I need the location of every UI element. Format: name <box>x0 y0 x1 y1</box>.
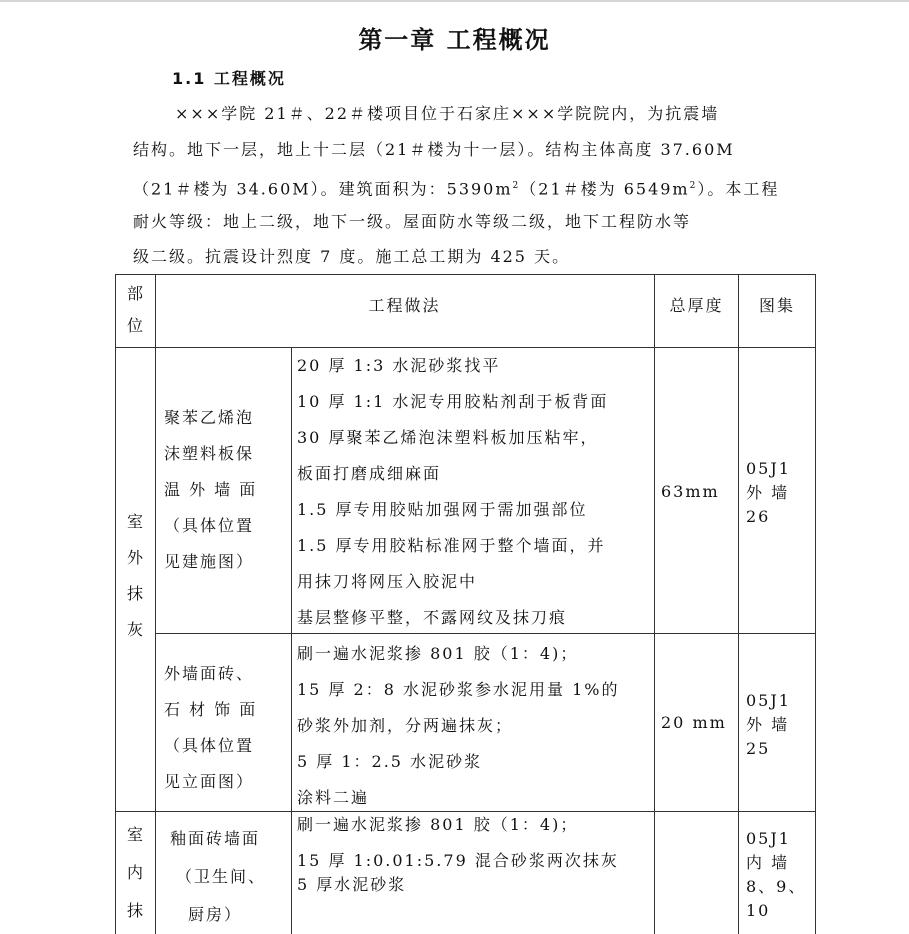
atlas-line: 05J1 <box>746 459 791 478</box>
table-border <box>115 274 816 275</box>
step-line: 15 厚 1:0.01:5.79 混合砂浆两次抹灰 <box>297 851 619 870</box>
table-border <box>115 274 116 934</box>
paragraph-line <box>133 176 779 199</box>
paragraph-line: 结构。地下一层，地上十二层（21＃楼为十一层）。结构主体高度 37.60M <box>133 140 735 159</box>
method-label-tile-stone <box>164 656 257 800</box>
method-steps <box>297 815 619 895</box>
atlas-ref <box>746 827 806 923</box>
step-line: 20 厚 1:3 水泥砂浆找平 <box>297 356 501 375</box>
header-char: 位 <box>126 316 143 335</box>
step-line: 1.5 厚专用胶贴加强网于需加强部位 <box>297 500 588 519</box>
atlas-line: 26 <box>746 507 771 526</box>
paragraph-line: 耐火等级：地上二级，地下一级。屋面防水等级二级，地下工程防水等 <box>133 212 692 231</box>
part-char: 室 <box>126 512 143 531</box>
step-line: 基层整修平整，不露网纹及抹刀痕 <box>297 608 568 627</box>
text-fragment: ）。本工程 <box>697 179 780 199</box>
step-line: 刷一遍水泥浆掺 801 胶（1：4)； <box>297 644 579 663</box>
label-line: （具体位置 <box>164 516 255 535</box>
step-line: 1.5 厚专用胶粘标准网于整个墙面，并 <box>297 536 606 555</box>
table-border <box>815 274 816 934</box>
header-atlas: 图集 <box>758 296 795 315</box>
label-line: 石 材 饰 面 <box>164 700 258 719</box>
atlas-line: 25 <box>746 739 771 758</box>
superscript: 2 <box>689 181 698 191</box>
label-line: 温 外 墙 面 <box>164 480 258 499</box>
text-fragment: （21＃楼为 6549m <box>520 179 690 199</box>
label-line: （卫生间、 <box>176 867 267 886</box>
part-char: 灰 <box>126 620 143 639</box>
header-method: 工程做法 <box>368 296 441 315</box>
label-line: 外墙面砖、 <box>164 664 255 683</box>
thickness-value: 63mm <box>661 482 720 501</box>
superscript: 2 <box>512 181 521 191</box>
part-char: 外 <box>126 548 143 567</box>
part-char: 内 <box>126 863 143 882</box>
text-fragment: （21＃楼为 34.60M）。建筑面积为：5390m <box>133 179 513 199</box>
part-char: 抹 <box>126 901 143 920</box>
header-char: 部 <box>126 284 143 303</box>
atlas-line: 05J1 <box>746 829 791 848</box>
section-heading: 1.1 工程概况 <box>172 69 286 88</box>
step-line: 刷一遍水泥浆掺 801 胶（1：4)； <box>297 815 579 834</box>
part-interior-plaster <box>125 816 145 930</box>
step-line: 15 厚 2：8 水泥砂浆参水泥用量 1%的 <box>297 680 620 699</box>
method-steps <box>297 636 619 816</box>
step-line: 板面打磨成细麻面 <box>297 464 442 483</box>
label-line: （具体位置 <box>164 736 255 755</box>
step-line: 30 厚聚苯乙烯泡沫塑料板加压粘牢， <box>297 428 599 447</box>
paragraph-line: 级二级。抗震设计烈度 7 度。施工总工期为 425 天。 <box>133 247 571 266</box>
label-line: 厨房） <box>188 905 243 924</box>
atlas-ref <box>746 689 791 761</box>
method-label-eps-insulation <box>164 400 257 580</box>
atlas-line: 外 墙 <box>746 715 790 734</box>
step-line: 用抹刀将网压入胶泥中 <box>297 572 478 591</box>
label-line: 沫塑料板保 <box>164 444 255 463</box>
label-line: 聚苯乙烯泡 <box>164 408 255 427</box>
part-char: 室 <box>126 825 143 844</box>
method-label-glazed-tile <box>170 820 266 934</box>
step-line: 5 厚水泥砂浆 <box>297 875 407 894</box>
method-steps <box>297 348 608 636</box>
top-divider <box>0 0 909 2</box>
atlas-line: 05J1 <box>746 691 791 710</box>
table-border <box>654 274 655 934</box>
chapter-title: 第一章 工程概况 <box>358 26 551 54</box>
part-exterior-plaster <box>125 504 145 648</box>
step-line: 砂浆外加剂，分两遍抹灰； <box>297 716 514 735</box>
atlas-line: 内 墙 <box>746 853 790 872</box>
atlas-line: 10 <box>746 901 771 920</box>
step-line: 涂料二遍 <box>297 788 370 807</box>
header-part <box>125 278 145 342</box>
atlas-line: 8、9、 <box>746 877 807 896</box>
table-border <box>291 347 292 934</box>
atlas-ref <box>746 457 791 529</box>
label-line: 见立面图） <box>164 772 255 791</box>
header-thickness: 总厚度 <box>669 296 724 315</box>
step-line: 10 厚 1:1 水泥专用胶粘剂刮于板背面 <box>297 392 609 411</box>
table-border <box>738 274 739 934</box>
label-line: 釉面砖墙面 <box>170 829 261 848</box>
thickness-value: 20 mm <box>661 713 727 732</box>
table-border <box>155 274 156 934</box>
label-line: 见建施图） <box>164 552 255 571</box>
part-char: 抹 <box>126 584 143 603</box>
paragraph-line: ×××学院 21＃、22＃楼项目位于石家庄×××学院院内，为抗震墙 <box>175 104 720 123</box>
atlas-line: 外 墙 <box>746 483 790 502</box>
construction-method-table <box>115 274 816 934</box>
step-line: 5 厚 1：2.5 水泥砂浆 <box>297 752 483 771</box>
